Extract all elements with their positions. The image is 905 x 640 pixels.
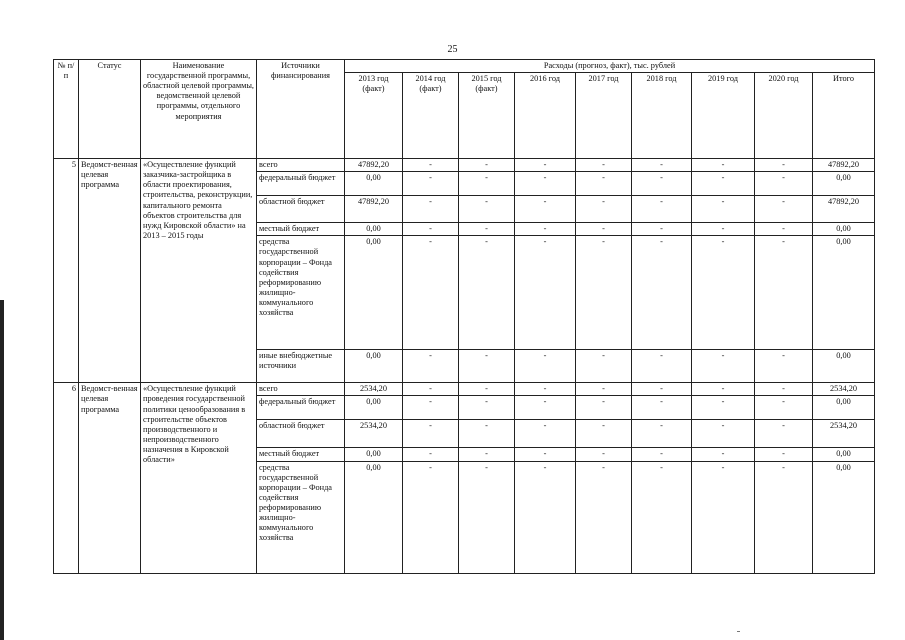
year-value: 0,00 [345, 448, 403, 461]
year-value: - [692, 223, 755, 236]
year-value: - [459, 236, 515, 350]
year-value: - [692, 159, 755, 172]
year-value: - [632, 396, 692, 420]
year-value: 47892,20 [345, 159, 403, 172]
program-status: Ведомст-венная целевая программа [79, 383, 141, 573]
year-value: - [576, 172, 632, 196]
year-value: - [632, 223, 692, 236]
year-value: 0,00 [345, 172, 403, 196]
total-value: 0,00 [813, 172, 875, 196]
year-value: - [515, 420, 576, 448]
year-value: - [576, 196, 632, 223]
year-value: - [515, 383, 576, 396]
funding-source: областной бюджет [257, 420, 345, 448]
year-value: - [755, 448, 813, 461]
total-value: 47892,20 [813, 159, 875, 172]
total-value: 0,00 [813, 236, 875, 350]
year-value: - [692, 350, 755, 383]
year-value: - [692, 396, 755, 420]
table-row [54, 159, 875, 172]
header-num: № п/п [54, 60, 79, 159]
year-value: - [692, 448, 755, 461]
year-value: - [459, 396, 515, 420]
header-year: 2018 год [632, 73, 692, 159]
binding-edge [0, 300, 4, 640]
total-value: 0,00 [813, 396, 875, 420]
year-value: - [632, 461, 692, 573]
year-value: - [755, 383, 813, 396]
row-number: 5 [54, 159, 79, 383]
year-value: 2534,20 [345, 383, 403, 396]
year-value: 0,00 [345, 223, 403, 236]
year-value: 0,00 [345, 461, 403, 573]
year-value: - [515, 448, 576, 461]
funding-source: всего [257, 383, 345, 396]
year-value: - [755, 350, 813, 383]
program-name: «Осуществление функций проведения государственной политики ценообразования в строительстве объектов производственного и непроизводственного назначения в Кировской области» [141, 383, 257, 573]
header-sources: Источники финансирования [257, 60, 345, 159]
year-value: - [515, 350, 576, 383]
year-value: - [755, 172, 813, 196]
total-value: 0,00 [813, 350, 875, 383]
year-value: - [576, 461, 632, 573]
row-number: 6 [54, 383, 79, 573]
funding-source: средства государственной корпорации – Фонда содействия реформированию жилищно-коммунального хозяйства [257, 461, 345, 573]
year-value: - [692, 236, 755, 350]
year-value: - [755, 236, 813, 350]
year-value: - [576, 396, 632, 420]
year-value: - [576, 420, 632, 448]
year-value: - [632, 236, 692, 350]
year-value: - [632, 383, 692, 396]
year-value: - [459, 159, 515, 172]
year-value: - [755, 159, 813, 172]
year-value: - [403, 196, 459, 223]
year-value: - [515, 396, 576, 420]
header-year: 2016 год [515, 73, 576, 159]
year-value: - [459, 383, 515, 396]
funding-source: местный бюджет [257, 448, 345, 461]
year-value: - [692, 461, 755, 573]
year-value: - [755, 196, 813, 223]
year-value: - [403, 223, 459, 236]
margin-mark [737, 631, 740, 632]
year-value: - [632, 159, 692, 172]
year-value: - [632, 420, 692, 448]
total-value: 47892,20 [813, 196, 875, 223]
header-year: 2017 год [576, 73, 632, 159]
funding-source: областной бюджет [257, 196, 345, 223]
year-value: - [459, 172, 515, 196]
year-value: - [755, 461, 813, 573]
year-value: - [515, 172, 576, 196]
header-row-top [54, 60, 875, 73]
year-value: - [515, 461, 576, 573]
year-value: - [576, 159, 632, 172]
year-value: - [403, 383, 459, 396]
total-value: 2534,20 [813, 420, 875, 448]
year-value: - [403, 159, 459, 172]
year-value: - [459, 196, 515, 223]
year-value: - [459, 350, 515, 383]
year-value: - [403, 420, 459, 448]
year-value: - [755, 420, 813, 448]
total-value: 2534,20 [813, 383, 875, 396]
year-value: - [459, 223, 515, 236]
header-status: Статус [79, 60, 141, 159]
year-value: - [515, 159, 576, 172]
header-expenses: Расходы (прогноз, факт), тыс. рублей [345, 60, 875, 73]
year-value: 0,00 [345, 396, 403, 420]
year-value: - [403, 461, 459, 573]
table-row [54, 383, 875, 396]
year-value: 2534,20 [345, 420, 403, 448]
total-value: 0,00 [813, 461, 875, 573]
year-value: - [403, 172, 459, 196]
year-value: 0,00 [345, 236, 403, 350]
year-value: - [576, 236, 632, 350]
year-value: - [515, 223, 576, 236]
year-value: - [403, 396, 459, 420]
year-value: - [459, 461, 515, 573]
year-value: - [459, 448, 515, 461]
funding-source: федеральный бюджет [257, 396, 345, 420]
funding-source: федеральный бюджет [257, 172, 345, 196]
header-year: 2014 год (факт) [403, 73, 459, 159]
year-value: - [632, 350, 692, 383]
year-value: 0,00 [345, 350, 403, 383]
page-number: 25 [447, 44, 458, 55]
program-name: «Осуществление функций заказчика-застройщика в области проектирования, строительства, реконструкции, капитального ремонта объектов строительства для нужд Кировской области» на 2013 – 2015 годы [141, 159, 257, 383]
funding-source: местный бюджет [257, 223, 345, 236]
header-year: 2013 год (факт) [345, 73, 403, 159]
header-year: 2019 год [692, 73, 755, 159]
year-value: - [692, 196, 755, 223]
year-value: - [576, 350, 632, 383]
year-value: - [632, 196, 692, 223]
year-value: - [576, 448, 632, 461]
year-value: - [632, 172, 692, 196]
year-value: - [459, 420, 515, 448]
year-value: - [576, 223, 632, 236]
funding-source: иные внебюджетные источники [257, 350, 345, 383]
year-value: - [755, 396, 813, 420]
year-value: - [515, 196, 576, 223]
year-value: - [755, 223, 813, 236]
program-status: Ведомст-венная целевая программа [79, 159, 141, 383]
header-year: 2015 год (факт) [459, 73, 515, 159]
year-value: - [403, 350, 459, 383]
total-value: 0,00 [813, 448, 875, 461]
funding-source: всего [257, 159, 345, 172]
year-value: - [692, 383, 755, 396]
year-value: - [403, 448, 459, 461]
year-value: - [576, 383, 632, 396]
funding-source: средства государственной корпорации – Фонда содействия реформированию жилищно-коммунального хозяйства [257, 236, 345, 350]
year-value: - [692, 420, 755, 448]
year-value: - [632, 448, 692, 461]
header-year-total: Итого [813, 73, 875, 159]
total-value: 0,00 [813, 223, 875, 236]
header-year: 2020 год [755, 73, 813, 159]
year-value: 47892,20 [345, 196, 403, 223]
year-value: - [403, 236, 459, 350]
budget-table [53, 59, 875, 574]
year-value: - [692, 172, 755, 196]
year-value: - [515, 236, 576, 350]
header-name: Наименование государственной программы, областной целевой программы, ведомственной целевой программы, отдельного мероприятия [141, 60, 257, 159]
